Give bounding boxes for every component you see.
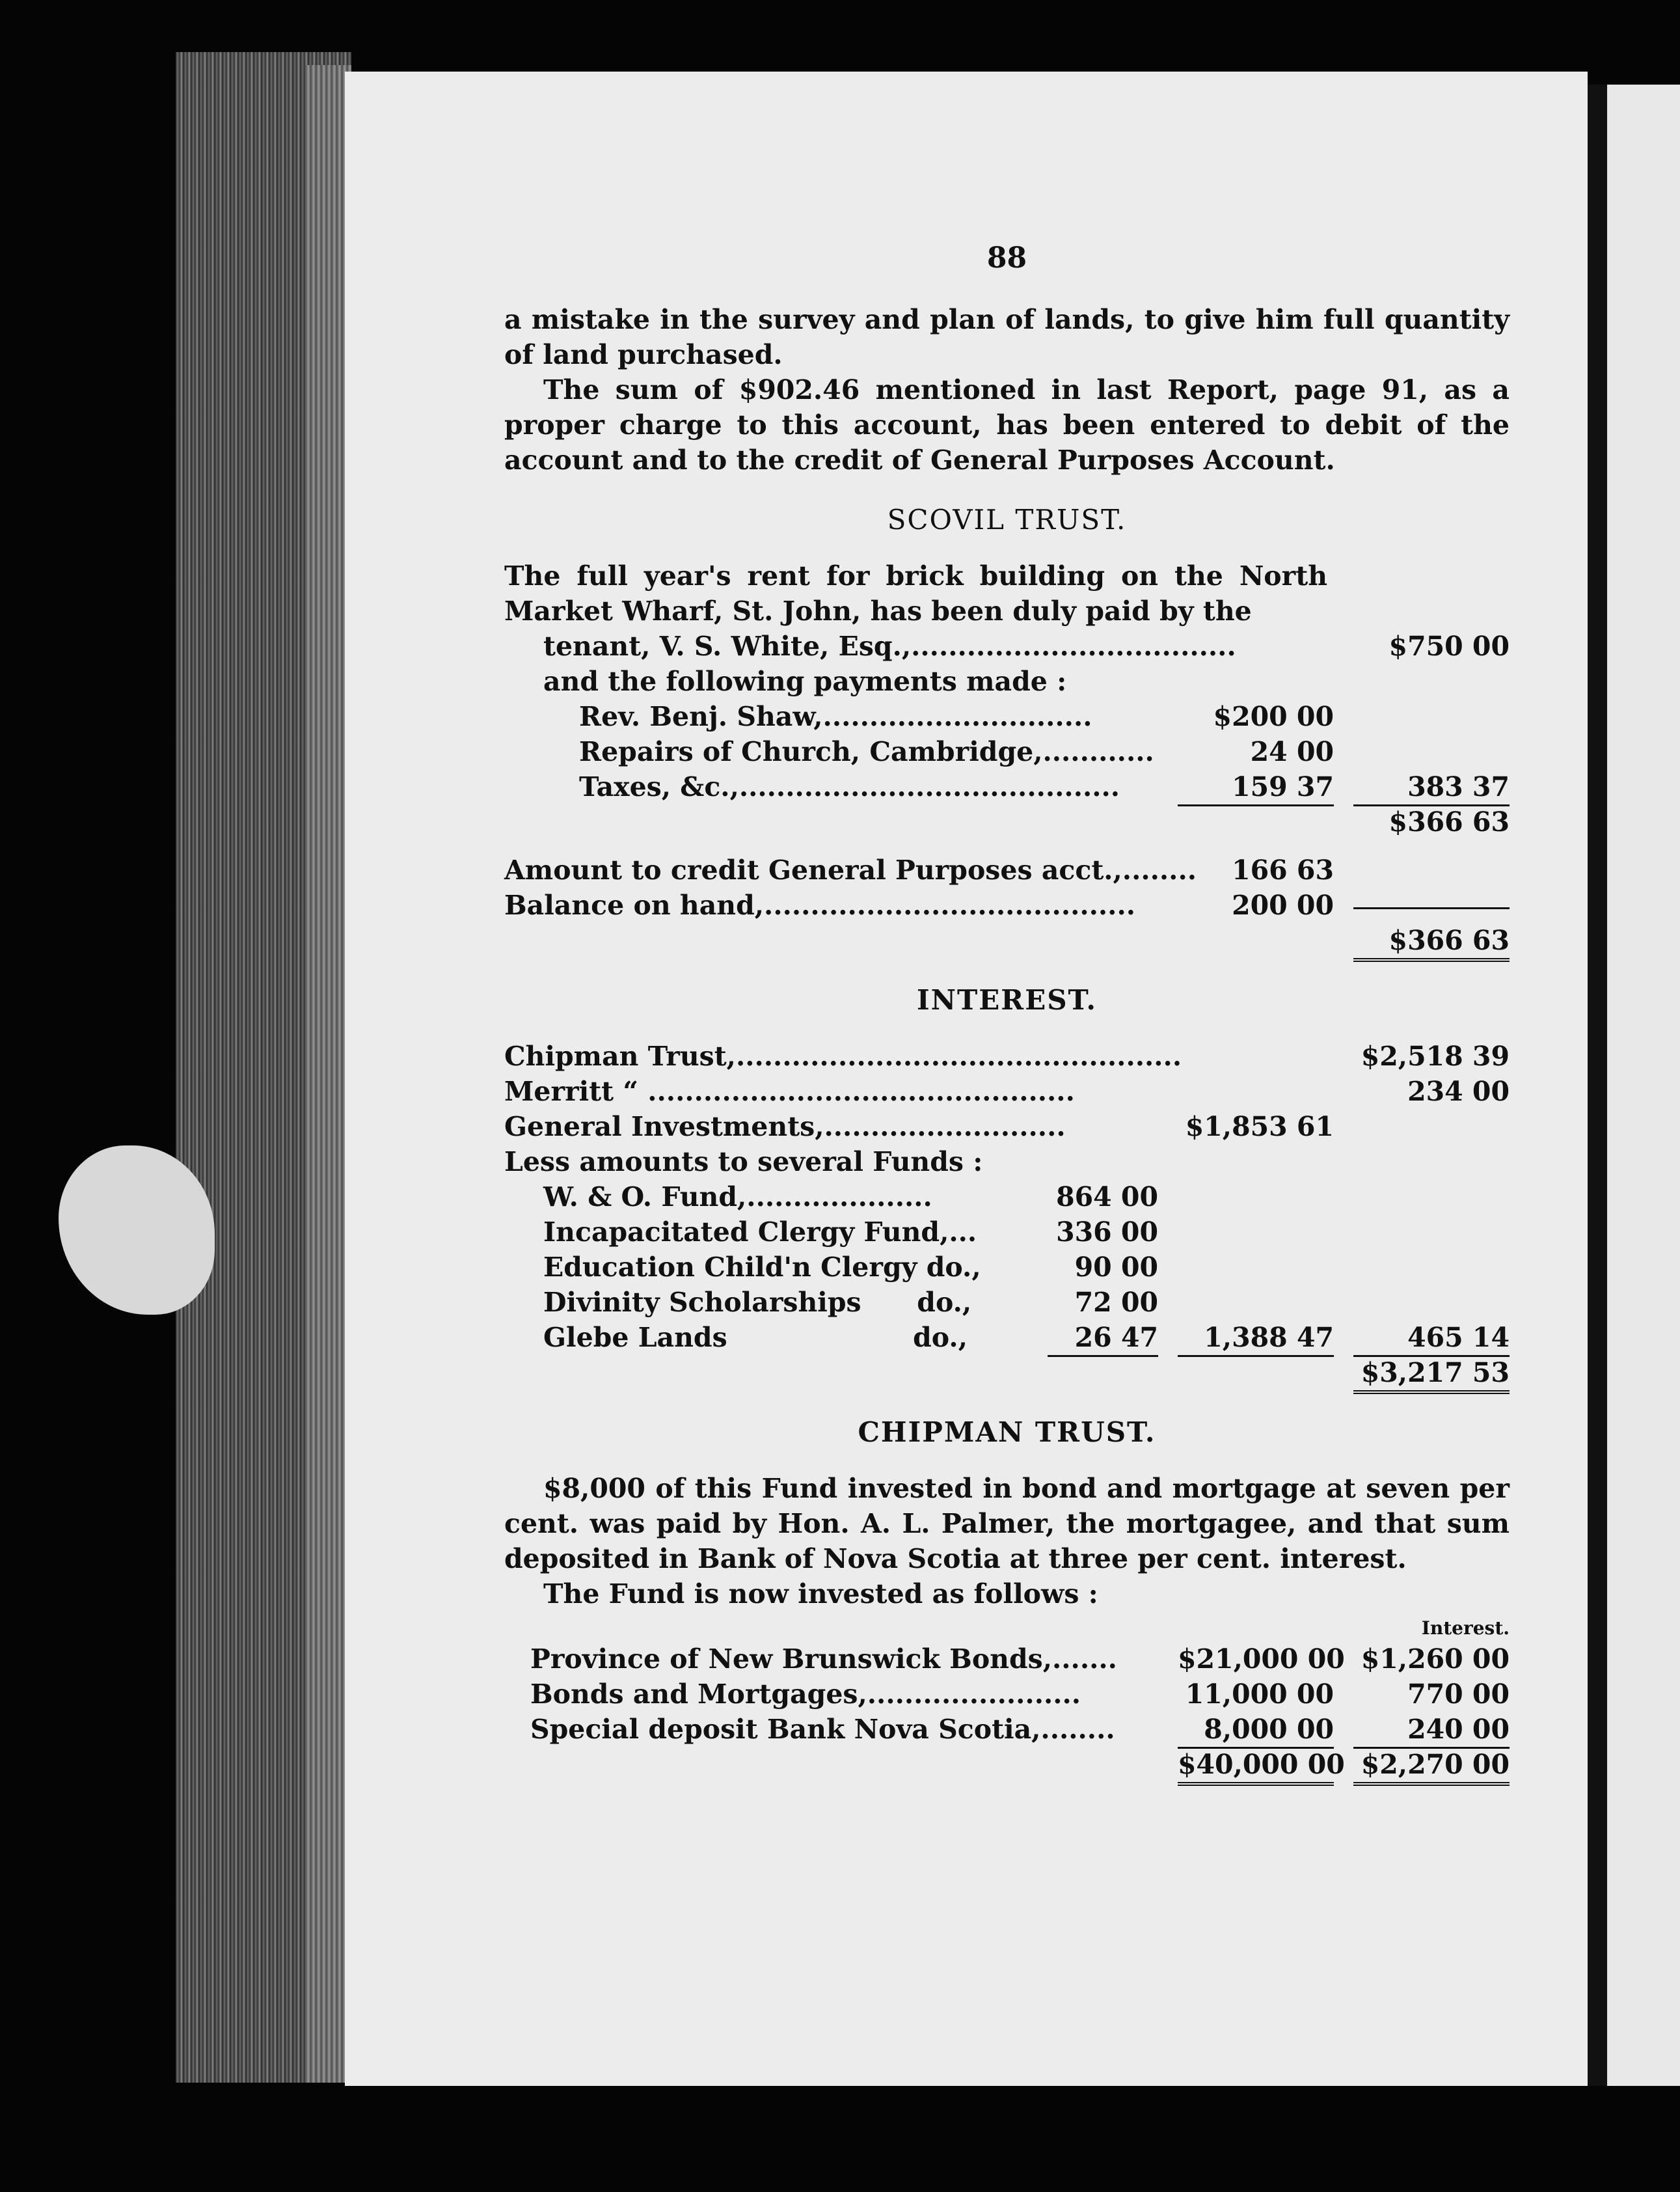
credit-label: Amount to credit General Purposes acct.,........ — [504, 855, 1197, 886]
fund-row — [504, 1179, 1510, 1214]
interest-column-header: Interest. — [1421, 1617, 1510, 1639]
investment-amount: 8,000 00 — [1178, 1712, 1334, 1749]
investment-interest: $1,260 00 — [1361, 1643, 1510, 1675]
interest-merritt-amount: 234 00 — [1407, 1076, 1510, 1107]
less-amounts-label: Less amounts to several Funds : — [504, 1146, 983, 1177]
tenant-amount: $750 00 — [1389, 631, 1510, 662]
investment-label: Province of New Brunswick Bonds,....... — [530, 1643, 1117, 1675]
balance-label: Balance on hand,........................................ — [504, 890, 1136, 921]
investment-row — [504, 1641, 1510, 1677]
interest-grand-total: $3,217 53 — [1353, 1355, 1510, 1394]
page-text — [504, 241, 1510, 1782]
payment-row — [504, 699, 1510, 734]
scovil-tenant-row — [504, 629, 1510, 664]
fund-row — [504, 1320, 1510, 1355]
chipman-paragraph-2: The Fund is now invested as follows : — [543, 1578, 1098, 1610]
chipman-total-row — [504, 1747, 1510, 1782]
interest-chipman-row — [504, 1039, 1510, 1074]
balance-amount: 200 00 — [1232, 890, 1334, 921]
tenant-label: tenant, V. S. White, Esq.,................................... — [543, 631, 1236, 662]
interest-merritt-label: Merritt “ .............................................. — [504, 1076, 1075, 1107]
payment-amount: 24 00 — [1250, 736, 1334, 767]
investment-interest: 770 00 — [1407, 1678, 1510, 1710]
interest-grand-total-row — [504, 1355, 1510, 1390]
payment-amount: 159 37 — [1178, 769, 1334, 806]
scovil-intro: The full year's rent for brick building on the North Market Wharf, St. John, has been duly paid by the — [504, 560, 1327, 627]
scovil-subtotal-row — [504, 804, 1510, 840]
payment-label: Rev. Benj. Shaw,............................. — [579, 701, 1092, 732]
investment-label: Special deposit Bank Nova Scotia,........ — [530, 1714, 1115, 1745]
page-number: 88 — [986, 241, 1027, 275]
interest-net: 465 14 — [1353, 1320, 1510, 1357]
investment-row — [504, 1712, 1510, 1747]
payment-row — [504, 769, 1510, 804]
scovil-subtotal: $366 63 — [1389, 806, 1510, 838]
fund-label: Incapacitated Clergy Fund,... — [543, 1216, 977, 1248]
intro-paragraph-2: The sum of $902.46 mentioned in last Report, page 91, as a proper charge to this account, has been entered to debit of the account and to the credit of General Purposes Account. — [504, 374, 1510, 476]
less-amounts-row — [504, 1144, 1510, 1179]
investment-amount: 11,000 00 — [1185, 1678, 1334, 1710]
fund-amount: 90 00 — [1074, 1252, 1158, 1283]
payments-total: 383 37 — [1353, 769, 1510, 806]
chipman-trust-heading: CHIPMAN TRUST. — [858, 1416, 1156, 1448]
interest-chipman-label: Chipman Trust,................................................ — [504, 1041, 1182, 1072]
interest-heading: INTEREST. — [916, 984, 1097, 1016]
payment-label: Taxes, &c.,......................................... — [579, 771, 1120, 802]
chipman-paragraph-1: $8,000 of this Fund invested in bond and mortgage at seven per cent. was paid by Hon. A. L. Palmer, the mortgagee, and that sum deposited in Bank of Nova Scotia at three per cent. interest. — [504, 1473, 1510, 1574]
investment-label: Bonds and Mortgages,....................... — [530, 1678, 1081, 1710]
fund-label: W. & O. Fund,.................... — [543, 1181, 932, 1212]
investment-interest: 240 00 — [1353, 1712, 1510, 1749]
fund-amount: 26 47 — [1048, 1320, 1158, 1357]
balance-row — [504, 888, 1510, 923]
investment-amount: $21,000 00 — [1178, 1643, 1345, 1675]
investment-row — [504, 1677, 1510, 1712]
payment-amount: $200 00 — [1213, 701, 1334, 732]
general-investments-row — [504, 1109, 1510, 1144]
scovil-trust-heading: SCOVIL TRUST. — [887, 504, 1127, 536]
payment-label: Repairs of Church, Cambridge,............ — [579, 736, 1154, 767]
credit-amount: 166 63 — [1232, 855, 1334, 886]
chipman-total-amount: $40,000 00 — [1178, 1747, 1334, 1786]
scovil-total-row — [504, 923, 1510, 958]
payment-row — [504, 734, 1510, 769]
scan-background — [345, 2086, 1680, 2192]
fund-amount: 72 00 — [1074, 1287, 1158, 1318]
chipman-total-interest: $2,270 00 — [1353, 1747, 1510, 1786]
general-investments-label: General Investments,.......................... — [504, 1111, 1066, 1142]
intro-paragraph-1: a mistake in the survey and plan of lands, to give him full quantity of land purchased. — [504, 304, 1510, 370]
general-investments-amount: $1,853 61 — [1185, 1111, 1334, 1142]
interest-merritt-row — [504, 1074, 1510, 1109]
fund-row — [504, 1250, 1510, 1285]
fund-amount: 864 00 — [1056, 1181, 1158, 1212]
interest-chipman-amount: $2,518 39 — [1361, 1041, 1510, 1072]
payments-label-row — [504, 664, 1510, 699]
fund-row — [504, 1285, 1510, 1320]
fund-label: Glebe Lands do., — [543, 1322, 968, 1353]
funds-total: 1,388 47 — [1178, 1320, 1334, 1357]
facing-page-edge — [1588, 85, 1680, 2096]
fund-amount: 336 00 — [1056, 1216, 1158, 1248]
scovil-total: $366 63 — [1353, 923, 1510, 962]
fund-label: Education Child'n Clergy do., — [543, 1252, 981, 1283]
fund-row — [504, 1214, 1510, 1250]
payments-label: and the following payments made : — [543, 666, 1067, 697]
balance-rule — [1353, 888, 1510, 909]
credit-row — [504, 853, 1510, 888]
fund-label: Divinity Scholarships do., — [543, 1287, 972, 1318]
